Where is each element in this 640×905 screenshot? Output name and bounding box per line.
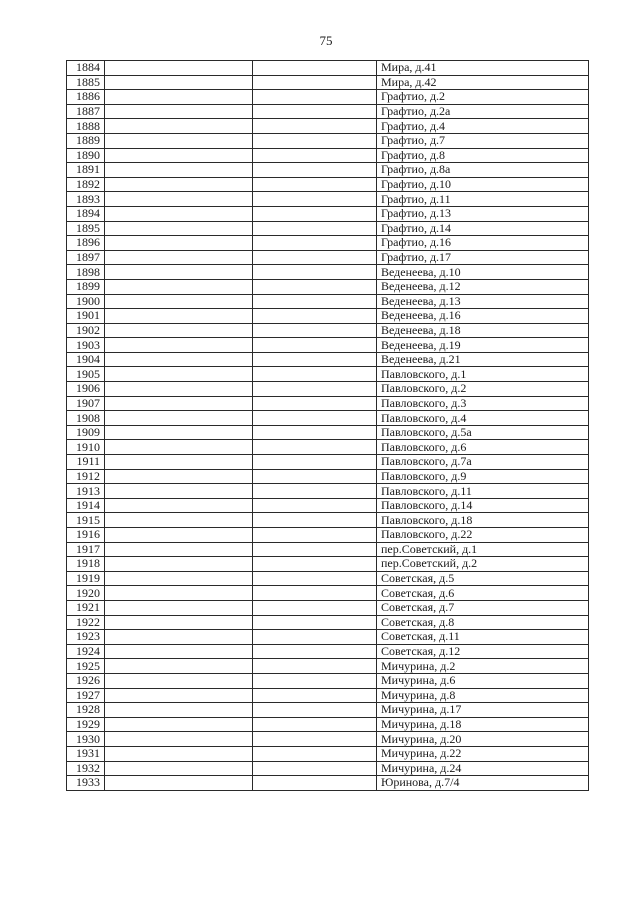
row-number-cell: 1927 xyxy=(67,688,105,703)
table-row xyxy=(67,498,589,513)
table-row xyxy=(67,90,589,105)
empty-cell xyxy=(253,323,377,338)
empty-cell xyxy=(253,630,377,645)
empty-cell xyxy=(105,688,253,703)
address-cell: Мичурина, д.6 xyxy=(377,673,589,688)
row-number-cell: 1920 xyxy=(67,586,105,601)
empty-cell xyxy=(105,644,253,659)
table-row xyxy=(67,615,589,630)
empty-cell xyxy=(253,163,377,178)
row-number-cell: 1884 xyxy=(67,61,105,76)
row-number-cell: 1911 xyxy=(67,455,105,470)
row-number-cell: 1933 xyxy=(67,776,105,791)
row-number-cell: 1924 xyxy=(67,644,105,659)
row-number-cell: 1913 xyxy=(67,484,105,499)
table-row xyxy=(67,455,589,470)
row-number-cell: 1894 xyxy=(67,206,105,221)
row-number-cell: 1904 xyxy=(67,352,105,367)
empty-cell xyxy=(253,367,377,382)
address-cell: Графтио, д.16 xyxy=(377,236,589,251)
table-row xyxy=(67,177,589,192)
row-number-cell: 1899 xyxy=(67,279,105,294)
row-number-cell: 1898 xyxy=(67,265,105,280)
empty-cell xyxy=(105,309,253,324)
empty-cell xyxy=(253,133,377,148)
address-cell: Графтио, д.8 xyxy=(377,148,589,163)
address-cell: Павловского, д.1 xyxy=(377,367,589,382)
address-cell: Мичурина, д.18 xyxy=(377,717,589,732)
table-row xyxy=(67,338,589,353)
table-row xyxy=(67,148,589,163)
empty-cell xyxy=(253,557,377,572)
table-row xyxy=(67,513,589,528)
empty-cell xyxy=(253,396,377,411)
row-number-cell: 1922 xyxy=(67,615,105,630)
empty-cell xyxy=(253,484,377,499)
empty-cell xyxy=(105,192,253,207)
empty-cell xyxy=(253,440,377,455)
table-row xyxy=(67,571,589,586)
empty-cell xyxy=(105,498,253,513)
table-row xyxy=(67,61,589,76)
empty-cell xyxy=(253,688,377,703)
empty-cell xyxy=(105,615,253,630)
page-number: 75 xyxy=(319,33,333,48)
empty-cell xyxy=(253,61,377,76)
address-cell: Веденеева, д.12 xyxy=(377,279,589,294)
empty-cell xyxy=(253,498,377,513)
row-number-cell: 1907 xyxy=(67,396,105,411)
empty-cell xyxy=(105,732,253,747)
table-row xyxy=(67,236,589,251)
empty-cell xyxy=(253,571,377,586)
empty-cell xyxy=(105,600,253,615)
empty-cell xyxy=(105,104,253,119)
table-row xyxy=(67,221,589,236)
address-cell: Веденеева, д.16 xyxy=(377,309,589,324)
table-row xyxy=(67,367,589,382)
table-row xyxy=(67,265,589,280)
empty-cell xyxy=(253,192,377,207)
address-cell: Графтио, д.4 xyxy=(377,119,589,134)
row-number-cell: 1888 xyxy=(67,119,105,134)
table-row xyxy=(67,279,589,294)
empty-cell xyxy=(253,90,377,105)
table-row xyxy=(67,557,589,572)
row-number-cell: 1921 xyxy=(67,600,105,615)
address-cell: Юринова, д.7/4 xyxy=(377,776,589,791)
row-number-cell: 1893 xyxy=(67,192,105,207)
empty-cell xyxy=(253,221,377,236)
empty-cell xyxy=(253,746,377,761)
table-row xyxy=(67,206,589,221)
empty-cell xyxy=(253,513,377,528)
table-row xyxy=(67,630,589,645)
address-cell: Мира, д.41 xyxy=(377,61,589,76)
empty-cell xyxy=(253,586,377,601)
address-cell: Павловского, д.3 xyxy=(377,396,589,411)
empty-cell xyxy=(253,703,377,718)
address-cell: Павловского, д.7а xyxy=(377,455,589,470)
empty-cell xyxy=(105,717,253,732)
empty-cell xyxy=(253,309,377,324)
row-number-cell: 1891 xyxy=(67,163,105,178)
empty-cell xyxy=(105,528,253,543)
empty-cell xyxy=(253,528,377,543)
empty-cell xyxy=(105,236,253,251)
row-number-cell: 1889 xyxy=(67,133,105,148)
empty-cell xyxy=(105,513,253,528)
address-cell: Павловского, д.9 xyxy=(377,469,589,484)
row-number-cell: 1919 xyxy=(67,571,105,586)
empty-cell xyxy=(105,323,253,338)
row-number-cell: 1903 xyxy=(67,338,105,353)
empty-cell xyxy=(105,294,253,309)
row-number-cell: 1931 xyxy=(67,746,105,761)
address-cell: Советская, д.5 xyxy=(377,571,589,586)
address-cell: Веденеева, д.19 xyxy=(377,338,589,353)
empty-cell xyxy=(253,761,377,776)
empty-cell xyxy=(105,455,253,470)
empty-cell xyxy=(253,615,377,630)
empty-cell xyxy=(105,703,253,718)
address-cell: Мичурина, д.24 xyxy=(377,761,589,776)
empty-cell xyxy=(105,177,253,192)
address-cell: Советская, д.6 xyxy=(377,586,589,601)
empty-cell xyxy=(105,250,253,265)
empty-cell xyxy=(253,469,377,484)
table-row xyxy=(67,323,589,338)
address-cell: пер.Советский, д.1 xyxy=(377,542,589,557)
address-cell: Графтио, д.14 xyxy=(377,221,589,236)
empty-cell xyxy=(253,177,377,192)
empty-cell xyxy=(105,440,253,455)
address-cell: Графтио, д.2а xyxy=(377,104,589,119)
row-number-cell: 1915 xyxy=(67,513,105,528)
row-number-cell: 1912 xyxy=(67,469,105,484)
row-number-cell: 1886 xyxy=(67,90,105,105)
empty-cell xyxy=(105,133,253,148)
address-cell: Советская, д.11 xyxy=(377,630,589,645)
empty-cell xyxy=(105,338,253,353)
row-number-cell: 1897 xyxy=(67,250,105,265)
empty-cell xyxy=(253,717,377,732)
empty-cell xyxy=(253,294,377,309)
row-number-cell: 1926 xyxy=(67,673,105,688)
address-cell: Мичурина, д.17 xyxy=(377,703,589,718)
empty-cell xyxy=(253,104,377,119)
empty-cell xyxy=(253,425,377,440)
empty-cell xyxy=(253,265,377,280)
row-number-cell: 1902 xyxy=(67,323,105,338)
table-row xyxy=(67,411,589,426)
address-table-body xyxy=(67,61,589,791)
empty-cell xyxy=(105,542,253,557)
address-cell: Графтио, д.11 xyxy=(377,192,589,207)
address-cell: Веденеева, д.10 xyxy=(377,265,589,280)
empty-cell xyxy=(105,586,253,601)
empty-cell xyxy=(253,455,377,470)
empty-cell xyxy=(253,644,377,659)
address-cell: пер.Советский, д.2 xyxy=(377,557,589,572)
empty-cell xyxy=(105,673,253,688)
table-row xyxy=(67,425,589,440)
row-number-cell: 1887 xyxy=(67,104,105,119)
row-number-cell: 1896 xyxy=(67,236,105,251)
empty-cell xyxy=(105,382,253,397)
address-cell: Советская, д.8 xyxy=(377,615,589,630)
row-number-cell: 1909 xyxy=(67,425,105,440)
address-cell: Павловского, д.4 xyxy=(377,411,589,426)
row-number-cell: 1900 xyxy=(67,294,105,309)
empty-cell xyxy=(105,396,253,411)
row-number-cell: 1910 xyxy=(67,440,105,455)
table-row xyxy=(67,352,589,367)
table-row xyxy=(67,469,589,484)
empty-cell xyxy=(105,221,253,236)
empty-cell xyxy=(105,163,253,178)
row-number-cell: 1932 xyxy=(67,761,105,776)
row-number-cell: 1914 xyxy=(67,498,105,513)
empty-cell xyxy=(105,90,253,105)
table-row xyxy=(67,133,589,148)
address-cell: Павловского, д.11 xyxy=(377,484,589,499)
empty-cell xyxy=(105,761,253,776)
table-row xyxy=(67,192,589,207)
empty-cell xyxy=(253,600,377,615)
empty-cell xyxy=(105,411,253,426)
row-number-cell: 1930 xyxy=(67,732,105,747)
table-row xyxy=(67,659,589,674)
row-number-cell: 1918 xyxy=(67,557,105,572)
table-row xyxy=(67,440,589,455)
empty-cell xyxy=(253,338,377,353)
empty-cell xyxy=(253,119,377,134)
table-row xyxy=(67,309,589,324)
empty-cell xyxy=(105,557,253,572)
address-cell: Павловского, д.5а xyxy=(377,425,589,440)
empty-cell xyxy=(105,484,253,499)
empty-cell xyxy=(105,630,253,645)
row-number-cell: 1908 xyxy=(67,411,105,426)
address-cell: Мичурина, д.22 xyxy=(377,746,589,761)
row-number-cell: 1923 xyxy=(67,630,105,645)
table-row xyxy=(67,104,589,119)
empty-cell xyxy=(105,367,253,382)
address-cell: Графтио, д.10 xyxy=(377,177,589,192)
empty-cell xyxy=(253,279,377,294)
empty-cell xyxy=(253,206,377,221)
empty-cell xyxy=(105,776,253,791)
table-row xyxy=(67,396,589,411)
address-cell: Графтио, д.8а xyxy=(377,163,589,178)
table-row xyxy=(67,703,589,718)
empty-cell xyxy=(105,469,253,484)
empty-cell xyxy=(105,571,253,586)
empty-cell xyxy=(253,382,377,397)
address-cell: Веденеева, д.13 xyxy=(377,294,589,309)
table-row xyxy=(67,484,589,499)
table-row xyxy=(67,688,589,703)
table-row xyxy=(67,75,589,90)
table-row xyxy=(67,746,589,761)
table-row xyxy=(67,528,589,543)
address-cell: Мира, д.42 xyxy=(377,75,589,90)
table-row xyxy=(67,644,589,659)
row-number-cell: 1890 xyxy=(67,148,105,163)
row-number-cell: 1928 xyxy=(67,703,105,718)
row-number-cell: 1925 xyxy=(67,659,105,674)
table-row xyxy=(67,776,589,791)
address-cell: Графтио, д.7 xyxy=(377,133,589,148)
table-row xyxy=(67,542,589,557)
empty-cell xyxy=(105,61,253,76)
address-cell: Веденеева, д.18 xyxy=(377,323,589,338)
empty-cell xyxy=(253,542,377,557)
address-cell: Графтио, д.17 xyxy=(377,250,589,265)
address-cell: Павловского, д.22 xyxy=(377,528,589,543)
empty-cell xyxy=(253,776,377,791)
table-row xyxy=(67,250,589,265)
empty-cell xyxy=(253,236,377,251)
empty-cell xyxy=(253,673,377,688)
address-cell: Мичурина, д.8 xyxy=(377,688,589,703)
empty-cell xyxy=(105,352,253,367)
table-row xyxy=(67,673,589,688)
row-number-cell: 1917 xyxy=(67,542,105,557)
table-row xyxy=(67,586,589,601)
empty-cell xyxy=(105,659,253,674)
table-row xyxy=(67,761,589,776)
row-number-cell: 1885 xyxy=(67,75,105,90)
table-row xyxy=(67,600,589,615)
empty-cell xyxy=(253,250,377,265)
address-cell: Мичурина, д.2 xyxy=(377,659,589,674)
empty-cell xyxy=(105,206,253,221)
empty-cell xyxy=(253,148,377,163)
address-cell: Павловского, д.14 xyxy=(377,498,589,513)
empty-cell xyxy=(105,265,253,280)
empty-cell xyxy=(105,148,253,163)
row-number-cell: 1905 xyxy=(67,367,105,382)
empty-cell xyxy=(105,425,253,440)
empty-cell xyxy=(253,75,377,90)
address-cell: Веденеева, д.21 xyxy=(377,352,589,367)
empty-cell xyxy=(105,119,253,134)
address-cell: Советская, д.7 xyxy=(377,600,589,615)
empty-cell xyxy=(105,279,253,294)
table-row xyxy=(67,163,589,178)
table-row xyxy=(67,717,589,732)
address-cell: Советская, д.12 xyxy=(377,644,589,659)
address-table xyxy=(66,60,589,791)
empty-cell xyxy=(253,411,377,426)
table-row xyxy=(67,732,589,747)
address-cell: Павловского, д.18 xyxy=(377,513,589,528)
table-row xyxy=(67,382,589,397)
empty-cell xyxy=(253,659,377,674)
table-row xyxy=(67,294,589,309)
row-number-cell: 1901 xyxy=(67,309,105,324)
row-number-cell: 1916 xyxy=(67,528,105,543)
empty-cell xyxy=(253,352,377,367)
address-cell: Павловского, д.2 xyxy=(377,382,589,397)
address-cell: Мичурина, д.20 xyxy=(377,732,589,747)
row-number-cell: 1895 xyxy=(67,221,105,236)
empty-cell xyxy=(105,746,253,761)
empty-cell xyxy=(105,75,253,90)
address-cell: Графтио, д.2 xyxy=(377,90,589,105)
address-cell: Павловского, д.6 xyxy=(377,440,589,455)
row-number-cell: 1892 xyxy=(67,177,105,192)
row-number-cell: 1929 xyxy=(67,717,105,732)
address-cell: Графтио, д.13 xyxy=(377,206,589,221)
table-row xyxy=(67,119,589,134)
row-number-cell: 1906 xyxy=(67,382,105,397)
empty-cell xyxy=(253,732,377,747)
